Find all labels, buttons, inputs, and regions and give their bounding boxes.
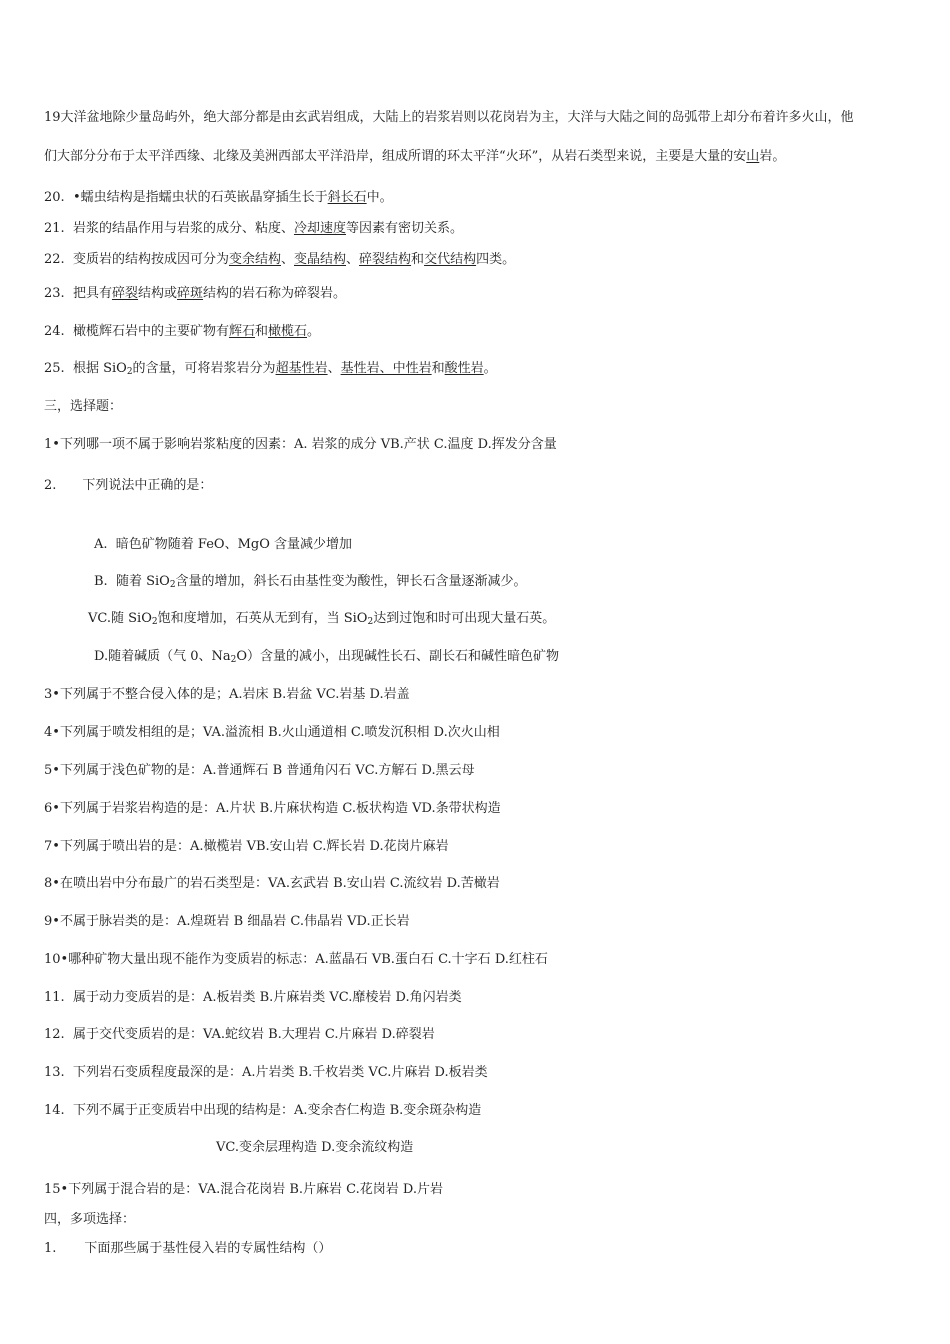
section-heading-choice: 三，选择题：: [44, 399, 123, 414]
answer-underlined: 辉石: [228, 324, 255, 339]
choice-question-1: 1•下列哪一项不属于影响岩浆粘度的因素：A. 岩浆的成分 VB.产状 C.温度 D.挥发分含量: [44, 437, 557, 452]
answer-underlined: 变晶结构: [294, 252, 347, 267]
q19-line-1: 19大洋盆地除少量岛屿外，绝大部分都是由玄武岩组成，大陆上的岩浆岩则以花岗岩为主，大洋与大陆之间的岛弧带上却分布着许多火山，他: [44, 110, 854, 125]
choice-question-14-continued: VC.变余层理构造 D.变余流纹构造: [216, 1140, 414, 1155]
fill-question-24: 24. 橄榄辉石岩中的主要矿物有辉石和橄榄石。: [44, 324, 321, 339]
choice-question-2: 2. 下列说法中正确的是：: [44, 478, 213, 493]
q19-line-2: 们大部分分布于太平洋西缘、北缘及美洲西部太平洋沿岸，组成所谓的环太平洋“火环”，从岩石类型来说，主要是大量的安山岩。: [44, 149, 786, 164]
answer-underlined: 斜长石: [327, 190, 367, 205]
answer-underlined: 冷却速度: [293, 221, 346, 236]
fill-question-23: 23. 把具有碎裂结构或碎斑结构的岩石称为碎裂岩。: [44, 286, 347, 301]
choice-question-5: 5•下列属于浅色矿物的是：A.普通辉石 B 普通角闪石 VC.方解石 D.黑云母: [44, 763, 475, 778]
fill-question-20: 20. •蠕虫结构是指蠕虫状的石英嵌晶穿插生长于斜长石中。: [44, 190, 393, 205]
fill-question-21: 21. 岩浆的结晶作用与岩浆的成分、粘度、冷却速度等因素有密切关系。: [44, 221, 463, 236]
section-heading-multiple-choice: 四，多项选择：: [44, 1212, 136, 1227]
choice-question-14: 14. 下列不属于正变质岩中出现的结构是：A.变余杏仁构造 B.变余斑杂构造: [44, 1103, 482, 1118]
choice-question-4: 4•下列属于喷发相组的是；VA.溢流相 B.火山通道相 C.喷发沉积相 D.次火山相: [44, 725, 500, 740]
answer-underlined: 基性岩、中性岩: [340, 361, 432, 376]
answer-underlined: 酸性岩: [444, 361, 484, 376]
fill-question-22: 22. 变质岩的结构按成因可分为变余结构、变晶结构、碎裂结构和交代结构四类。: [44, 252, 516, 267]
answer-underlined: 山: [746, 149, 760, 164]
fill-question-25: 25. 根据 SiO$_2$的含量，可将岩浆岩分为超基性岩、基性岩、中性岩和酸性岩。: [44, 361, 497, 377]
choice-2-option-d: D.随着碱质（气 0、$Na_2O$）含量的减小，出现碱性长石、副长石和碱性暗色矿物: [94, 649, 560, 665]
choice-question-9: 9•不属于脉岩类的是：A.煌斑岩 B 细晶岩 C.伟晶岩 VD.正长岩: [44, 914, 410, 929]
answer-underlined: 变余结构: [228, 252, 281, 267]
choice-2-option-c: VC.随 SiO$_2$饱和度增加，石英从无到有，当 SiO$_2$达到过饱和时可出现大量石英。: [88, 611, 556, 627]
choice-2-option-b: B. 随着 SiO$_2$含量的增加，斜长石由基性变为酸性，钾长石含量逐渐减少。: [94, 574, 527, 590]
answer-underlined: 碎斑: [177, 286, 204, 301]
choice-question-3: 3•下列属于不整合侵入体的是；A.岩床 B.岩盆 VC.岩基 D.岩盖: [44, 687, 410, 702]
choice-question-7: 7•下列属于喷出岩的是：A.橄榄岩 VB.安山岩 C.辉长岩 D.花岗片麻岩: [44, 839, 449, 854]
choice-question-12: 12. 属于交代变质岩的是：VA.蛇纹岩 B.大理岩 C.片麻岩 D.碎裂岩: [44, 1027, 435, 1042]
choice-question-6: 6•下列属于岩浆岩构造的是：A.片状 B.片麻状构造 C.板状构造 VD.条带状构造: [44, 801, 501, 816]
answer-underlined: 橄榄石: [268, 324, 308, 339]
answer-underlined: 碎裂: [111, 286, 138, 301]
choice-question-15: 15•下列属于混合岩的是：VA.混合花岗岩 B.片麻岩 C.花岗岩 D.片岩: [44, 1182, 444, 1197]
answer-underlined: 碎裂结构: [359, 252, 412, 267]
answer-underlined: 超基性岩: [275, 361, 328, 376]
choice-2-option-a: A. 暗色矿物随着 FeO、MgO 含量减少增加: [94, 537, 353, 552]
choice-question-10: 10•哪种矿物大量出现不能作为变质岩的标志：A.蓝晶石 VB.蛋白石 C.十字石 D.红柱石: [44, 952, 548, 967]
choice-question-11: 11. 属于动力变质岩的是：A.板岩类 B.片麻岩类 VC.靡棱岩 D.角闪岩类: [44, 990, 462, 1005]
answer-underlined: 交代结构: [424, 252, 477, 267]
choice-question-8: 8•在喷出岩中分布最广的岩石类型是：VA.玄武岩 B.安山岩 C.流纹岩 D.苦橄岩: [44, 876, 500, 891]
choice-question-13: 13. 下列岩石变质程度最深的是：A.片岩类 B.千枚岩类 VC.片麻岩 D.板岩类: [44, 1065, 488, 1080]
multiple-choice-question-1: 1. 下面那些属于基性侵入岩的专属性结构（）: [44, 1241, 332, 1256]
